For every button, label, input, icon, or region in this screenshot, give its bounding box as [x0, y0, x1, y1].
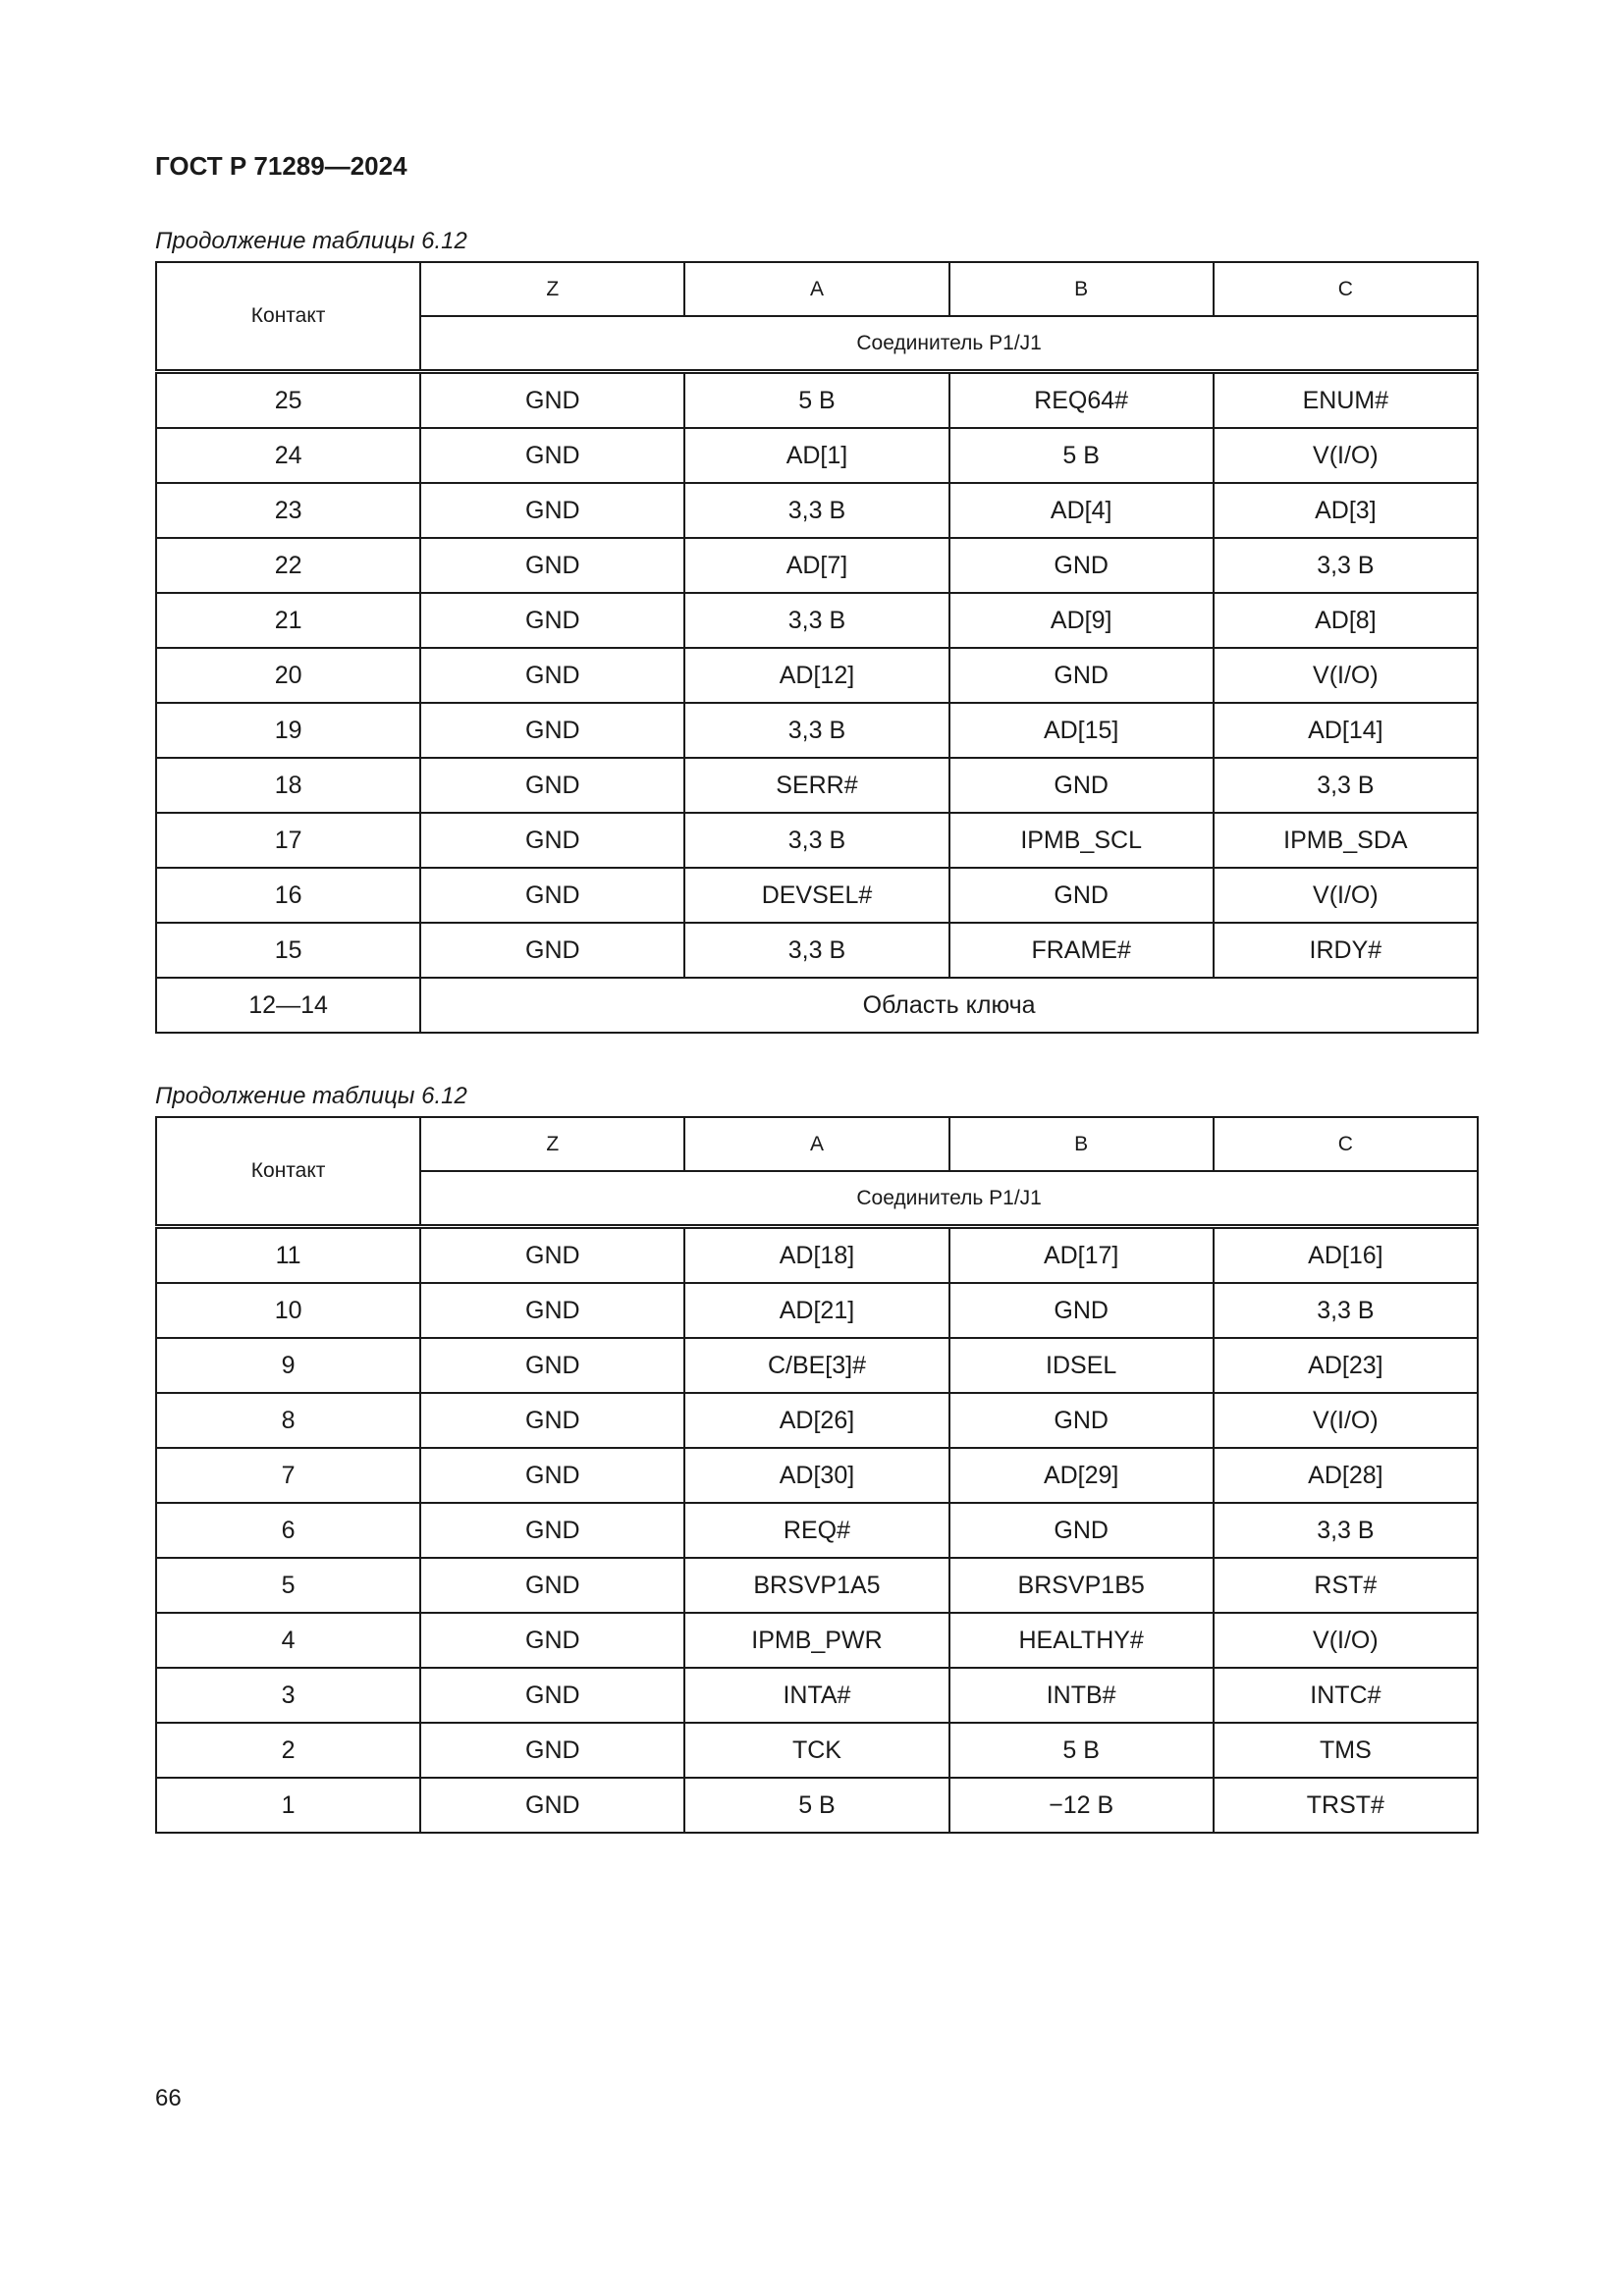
signal-cell: AD[1]: [684, 428, 948, 483]
table-row: [156, 1613, 1478, 1668]
column-header-b: B: [949, 262, 1214, 316]
signal-cell: GND: [949, 538, 1214, 593]
signal-cell: AD[21]: [684, 1283, 948, 1338]
signal-cell: GND: [420, 813, 684, 868]
header-row: [156, 1117, 1478, 1171]
contact-number: 25: [156, 372, 420, 429]
contact-number: 8: [156, 1393, 420, 1448]
signal-cell: 3,3 В: [684, 593, 948, 648]
signal-cell: AD[29]: [949, 1448, 1214, 1503]
key-area-label: Область ключа: [420, 978, 1478, 1033]
signal-cell: AD[15]: [949, 703, 1214, 758]
signal-cell: V(I/O): [1214, 1393, 1478, 1448]
signal-cell: TRST#: [1214, 1778, 1478, 1833]
signal-cell: 3,3 В: [684, 813, 948, 868]
column-header-c: C: [1214, 262, 1478, 316]
table-row: [156, 758, 1478, 813]
table-row: [156, 1558, 1478, 1613]
table-row: [156, 1503, 1478, 1558]
signal-cell: INTA#: [684, 1668, 948, 1723]
signal-cell: AD[18]: [684, 1227, 948, 1284]
signal-cell: AD[26]: [684, 1393, 948, 1448]
signal-cell: GND: [420, 1723, 684, 1778]
table-row: [156, 813, 1478, 868]
signal-cell: 3,3 В: [1214, 1503, 1478, 1558]
signal-cell: −12 В: [949, 1778, 1214, 1833]
contact-number: 4: [156, 1613, 420, 1668]
pin-table-2: [155, 1116, 1479, 1834]
signal-cell: GND: [420, 1668, 684, 1723]
signal-cell: AD[9]: [949, 593, 1214, 648]
signal-cell: GND: [420, 923, 684, 978]
contact-number: 6: [156, 1503, 420, 1558]
header-row: [156, 262, 1478, 316]
signal-cell: 5 В: [949, 428, 1214, 483]
signal-cell: IDSEL: [949, 1338, 1214, 1393]
contact-column-header: Контакт: [156, 262, 420, 372]
table-row: [156, 868, 1478, 923]
table-row: [156, 483, 1478, 538]
signal-cell: IPMB_SCL: [949, 813, 1214, 868]
contact-column-header: Контакт: [156, 1117, 420, 1227]
table-row: [156, 1227, 1478, 1284]
contact-number: 16: [156, 868, 420, 923]
table-row: [156, 703, 1478, 758]
signal-cell: 3,3 В: [684, 483, 948, 538]
signal-cell: AD[17]: [949, 1227, 1214, 1284]
table-row: [156, 428, 1478, 483]
connector-label: Соединитель P1/J1: [420, 1171, 1478, 1227]
table-row: [156, 1778, 1478, 1833]
column-header-z: Z: [420, 262, 684, 316]
signal-cell: C/BE[3]#: [684, 1338, 948, 1393]
table-caption: Продолжение таблицы 6.12: [155, 1083, 467, 1109]
signal-cell: IRDY#: [1214, 923, 1478, 978]
signal-cell: GND: [949, 1283, 1214, 1338]
signal-cell: GND: [420, 483, 684, 538]
signal-cell: GND: [420, 1338, 684, 1393]
signal-cell: AD[30]: [684, 1448, 948, 1503]
signal-cell: 5 В: [684, 1778, 948, 1833]
table-row: [156, 538, 1478, 593]
signal-cell: V(I/O): [1214, 868, 1478, 923]
signal-cell: V(I/O): [1214, 428, 1478, 483]
signal-cell: GND: [420, 1448, 684, 1503]
signal-cell: 3,3 В: [1214, 1283, 1478, 1338]
document-header: ГОСТ Р 71289—2024: [155, 151, 407, 181]
signal-cell: GND: [420, 868, 684, 923]
signal-cell: HEALTHY#: [949, 1613, 1214, 1668]
signal-cell: SERR#: [684, 758, 948, 813]
table-row: [156, 1393, 1478, 1448]
signal-cell: GND: [420, 428, 684, 483]
signal-cell: 5 В: [949, 1723, 1214, 1778]
table-row: [156, 372, 1478, 429]
signal-cell: 5 В: [684, 372, 948, 429]
column-header-b: B: [949, 1117, 1214, 1171]
table-row: [156, 1338, 1478, 1393]
signal-cell: GND: [949, 868, 1214, 923]
contact-number: 17: [156, 813, 420, 868]
signal-cell: 3,3 В: [1214, 538, 1478, 593]
pin-table-1: [155, 261, 1479, 1034]
contact-number: 19: [156, 703, 420, 758]
signal-cell: GND: [420, 1283, 684, 1338]
signal-cell: INTB#: [949, 1668, 1214, 1723]
table-row: [156, 648, 1478, 703]
table-row: [156, 593, 1478, 648]
signal-cell: TMS: [1214, 1723, 1478, 1778]
signal-cell: GND: [949, 648, 1214, 703]
contact-number: 20: [156, 648, 420, 703]
signal-cell: V(I/O): [1214, 1613, 1478, 1668]
contact-number: 5: [156, 1558, 420, 1613]
contact-number: 24: [156, 428, 420, 483]
signal-cell: FRAME#: [949, 923, 1214, 978]
signal-cell: GND: [420, 593, 684, 648]
signal-cell: GND: [420, 1558, 684, 1613]
signal-cell: GND: [420, 1613, 684, 1668]
signal-cell: AD[4]: [949, 483, 1214, 538]
signal-cell: 3,3 В: [684, 923, 948, 978]
signal-cell: INTC#: [1214, 1668, 1478, 1723]
signal-cell: AD[16]: [1214, 1227, 1478, 1284]
signal-cell: 3,3 В: [684, 703, 948, 758]
contact-number: 7: [156, 1448, 420, 1503]
table-row: [156, 923, 1478, 978]
contact-number: 21: [156, 593, 420, 648]
signal-cell: GND: [420, 538, 684, 593]
contact-number: 12—14: [156, 978, 420, 1033]
signal-cell: GND: [949, 1393, 1214, 1448]
signal-cell: GND: [420, 1393, 684, 1448]
contact-number: 3: [156, 1668, 420, 1723]
signal-cell: BRSVP1A5: [684, 1558, 948, 1613]
contact-number: 11: [156, 1227, 420, 1284]
contact-number: 1: [156, 1778, 420, 1833]
table-row: [156, 1723, 1478, 1778]
signal-cell: GND: [949, 758, 1214, 813]
table-row: [156, 1283, 1478, 1338]
signal-cell: TCK: [684, 1723, 948, 1778]
page-number: 66: [155, 2085, 182, 2111]
signal-cell: GND: [420, 1227, 684, 1284]
contact-number: 23: [156, 483, 420, 538]
column-header-a: A: [684, 262, 948, 316]
table-row: [156, 1448, 1478, 1503]
signal-cell: REQ#: [684, 1503, 948, 1558]
signal-cell: IPMB_PWR: [684, 1613, 948, 1668]
signal-cell: REQ64#: [949, 372, 1214, 429]
contact-number: 22: [156, 538, 420, 593]
column-header-c: C: [1214, 1117, 1478, 1171]
signal-cell: GND: [949, 1503, 1214, 1558]
signal-cell: GND: [420, 372, 684, 429]
contact-number: 15: [156, 923, 420, 978]
contact-number: 9: [156, 1338, 420, 1393]
signal-cell: AD[8]: [1214, 593, 1478, 648]
key-area-row: [156, 978, 1478, 1033]
signal-cell: 3,3 В: [1214, 758, 1478, 813]
signal-cell: IPMB_SDA: [1214, 813, 1478, 868]
connector-label: Соединитель P1/J1: [420, 316, 1478, 372]
signal-cell: GND: [420, 1503, 684, 1558]
signal-cell: GND: [420, 1778, 684, 1833]
contact-number: 10: [156, 1283, 420, 1338]
table-caption: Продолжение таблицы 6.12: [155, 228, 467, 254]
signal-cell: BRSVP1B5: [949, 1558, 1214, 1613]
signal-cell: GND: [420, 758, 684, 813]
contact-number: 18: [156, 758, 420, 813]
signal-cell: AD[12]: [684, 648, 948, 703]
contact-number: 2: [156, 1723, 420, 1778]
signal-cell: AD[23]: [1214, 1338, 1478, 1393]
column-header-z: Z: [420, 1117, 684, 1171]
signal-cell: DEVSEL#: [684, 868, 948, 923]
signal-cell: GND: [420, 648, 684, 703]
signal-cell: AD[7]: [684, 538, 948, 593]
table-row: [156, 1668, 1478, 1723]
signal-cell: RST#: [1214, 1558, 1478, 1613]
signal-cell: V(I/O): [1214, 648, 1478, 703]
signal-cell: GND: [420, 703, 684, 758]
signal-cell: AD[14]: [1214, 703, 1478, 758]
signal-cell: AD[28]: [1214, 1448, 1478, 1503]
signal-cell: AD[3]: [1214, 483, 1478, 538]
column-header-a: A: [684, 1117, 948, 1171]
signal-cell: ENUM#: [1214, 372, 1478, 429]
